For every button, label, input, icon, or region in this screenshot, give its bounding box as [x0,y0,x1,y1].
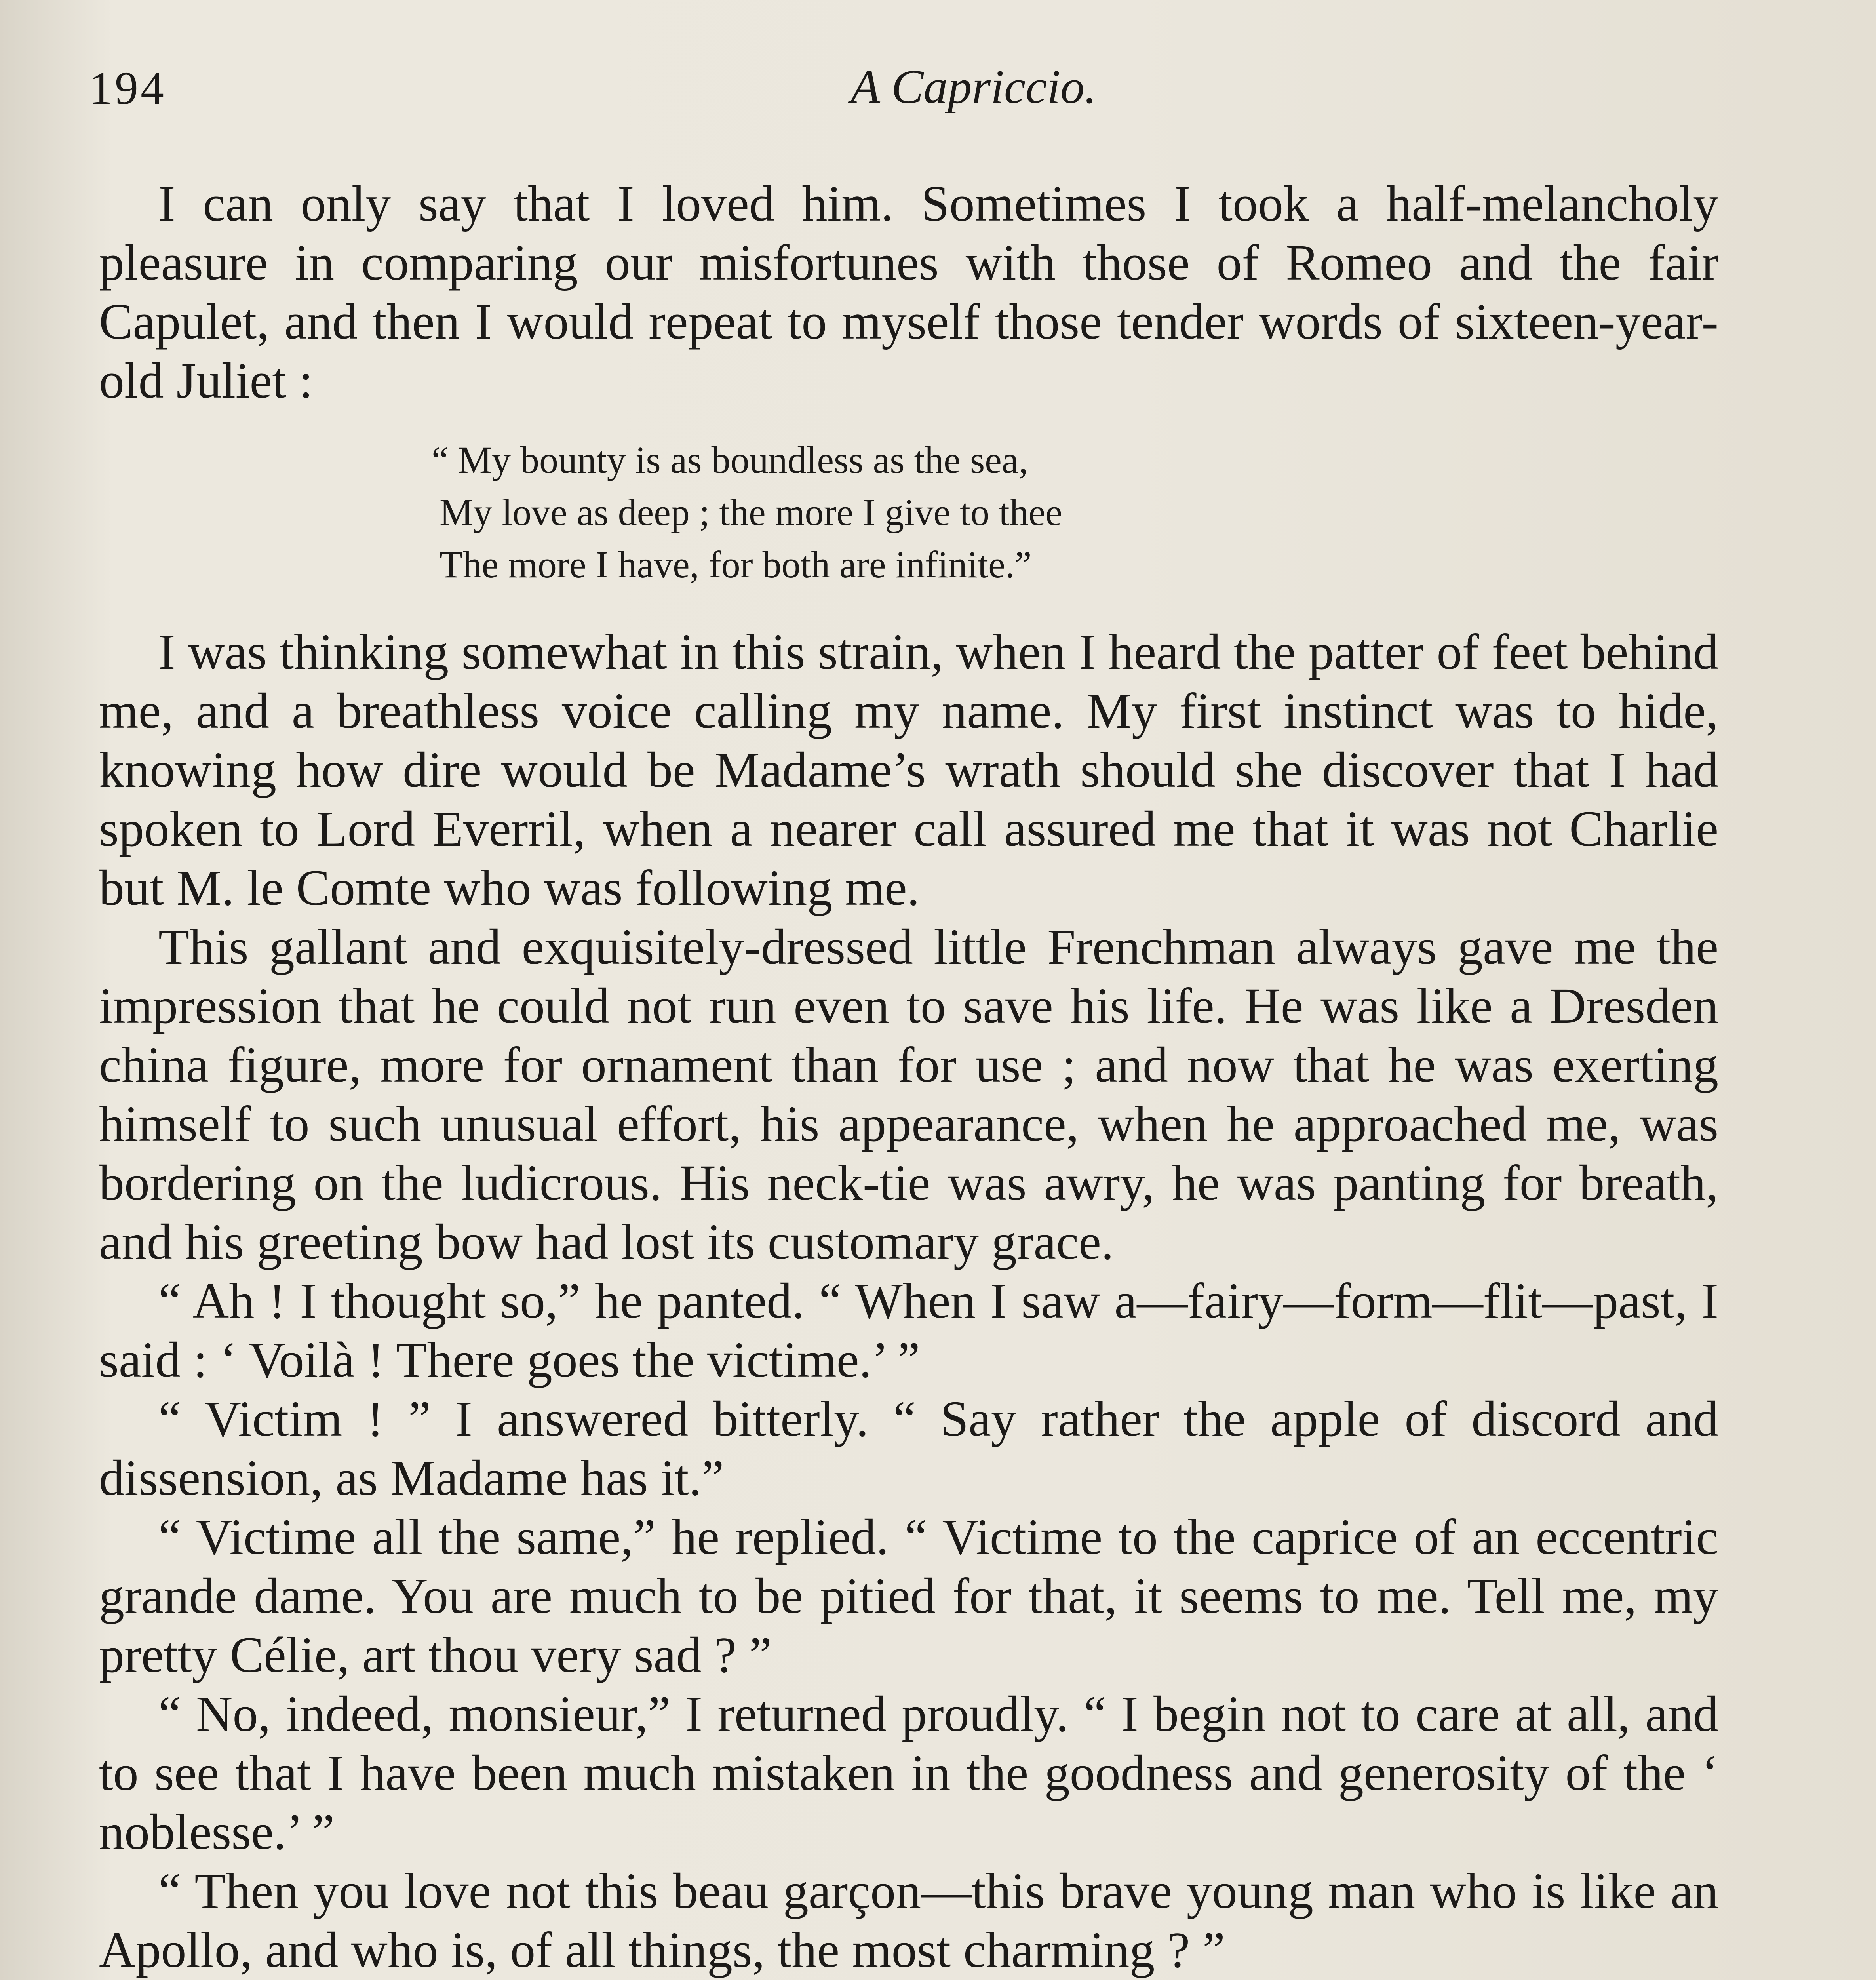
paragraph-2: I was thinking somewhat in this strain, when I heard the patter of feet behind me, and a breathless voice calling my name. My first instinct was to hide, knowing how dire would be Madame’s wrath should she discover that I had spoken to Lord Everril, when a nearer call assured me that it was not Charlie but M. le Comte who was following me. [99,624,1718,916]
paragraph-3: This gallant and exquisitely-dressed little Frenchman always gave me the impression that he could not run even to save his life. He was like a Dresden china figure, more for ornament than for use ; and now that he was exerting himself to such unusual effort, his appearance, when he approached me, was bordering on the ludicrous. His neck-tie was awry, he was panting for breath, and his greeting bow had lost its customary grace. [99,919,1718,1270]
page-body [99,174,1718,1980]
paragraph-1: I can only say that I loved him. Sometimes I took a half-melancholy pleasure in comparing our misfortunes with those of Romeo and the fair Capulet, and then I would repeat to myself those tender words of sixteen-year-old Juliet : [99,175,1718,409]
paragraph-4: “ Ah ! I thought so,” he panted. “ When I saw a—fairy—form—flit—past, I said : ‘ Voilà ! There goes the victime.’ ” [99,1273,1718,1388]
verse-line-3: The more I have, for both are infinite.” [440,543,1032,586]
paragraph-7: “ No, indeed, monsieur,” I returned proudly. “ I begin not to care at all, and to see that I have been much mistaken in the goodness and generosity of the ‘ noblesse.’ ” [99,1686,1718,1860]
verse-line-1: “ My bounty is as boundless as the sea, [432,439,1028,481]
running-title: A Capriccio. [850,60,1097,114]
paragraph-5: “ Victim ! ” I answered bitterly. “ Say rather the apple of discord and dissension, as Madame has it.” [99,1391,1718,1506]
page-number: 194 [89,62,166,114]
verse-line-2: My love as deep ; the more I give to thee [440,491,1062,533]
paragraph-8: “ Then you love not this beau garçon—this brave young man who is like an Apollo, and who is, of all things, the most charming ? ” [99,1863,1718,1978]
paragraph-6: “ Victime all the same,” he replied. “ Victime to the caprice of an eccentric grande dame. You are much to be pitied for that, it seems to me. Tell me, my pretty Célie, art thou very sad ? ” [99,1509,1718,1683]
quoted-verse [99,434,1718,591]
